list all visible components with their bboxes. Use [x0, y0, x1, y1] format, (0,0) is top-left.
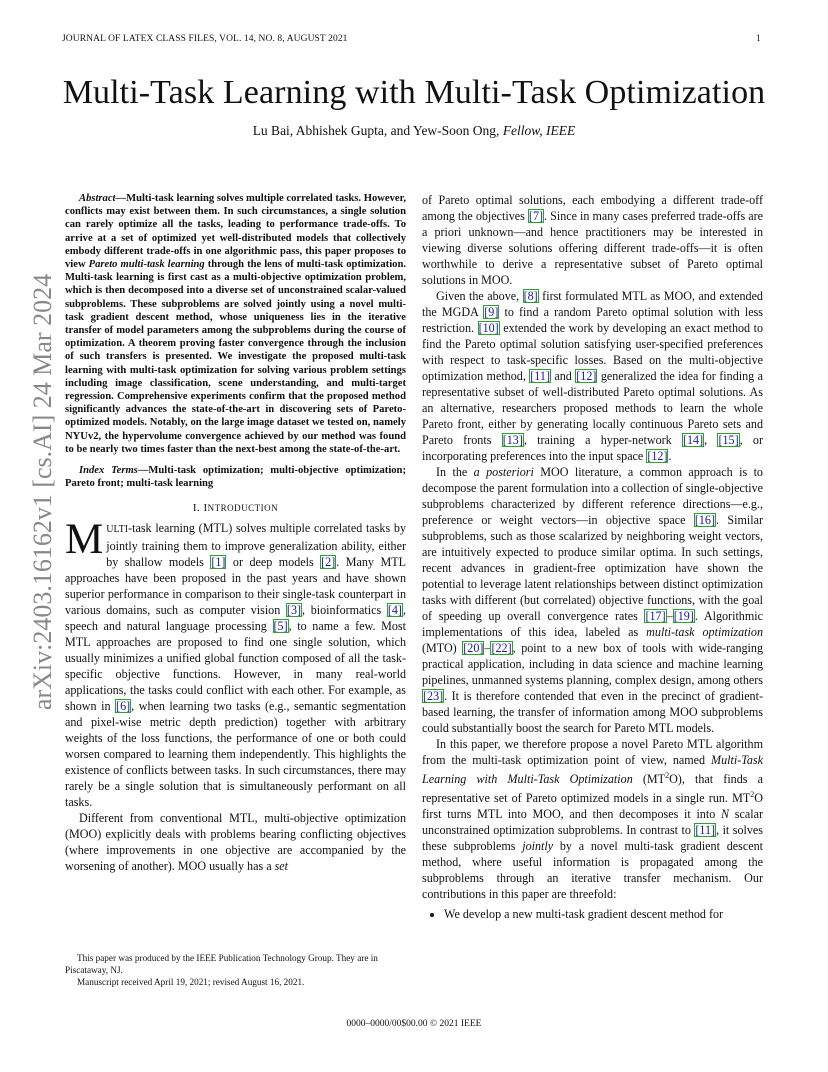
citation-link[interactable]: [14] [682, 433, 704, 447]
intro-text: . Many MTL approaches have been proposed in the past years and have shown superior performance in comparison to their single-task counterpart in various domains, such as computer vision [65, 555, 406, 618]
intro-text: , speech and natural language processing [65, 603, 406, 634]
citation-link[interactable]: [3] [286, 603, 302, 618]
copyright-line: 0000–0000/00$00.00 © 2021 IEEE [346, 1019, 482, 1029]
footnote-line-2: Manuscript received April 19, 2021; revised August 16, 2021. [77, 977, 305, 987]
intro-italic: set [274, 859, 289, 874]
right-paragraph-2 [422, 288, 763, 464]
intro-text: Different from conventional MTL, multi-objective optimization (MOO) explicitly deals with problems bearing conflicting objectives (where improvements in one objective are accompanied by the worsening of another). MOO usually has a [65, 811, 406, 874]
citation-link[interactable]: [10] [478, 321, 499, 335]
body-italic: multi-task optimization [646, 625, 763, 639]
citation-link[interactable]: [6] [116, 699, 131, 714]
citation-link[interactable]: [19] [673, 609, 694, 623]
dropcap: M [65, 516, 104, 564]
body-text: , [704, 433, 718, 447]
arxiv-stamp-text: arXiv:2403.16162v1 [cs.AI] 24 Mar 2024 [28, 273, 57, 711]
authors: Lu Bai, Abhishek Gupta, and Yew-Soon Ong, [252, 123, 500, 138]
paper-title: Multi-Task Learning with Multi-Task Optimization [62, 74, 766, 111]
intro-text: , to name a few. Most MTL approaches are proposed to find one single solution, which usually minimizes a unified global function composed of all the task-specific objective functions. However, in many real-world applications, the tasks could conflict with each other. For example, as shown in [65, 619, 407, 714]
intro-paragraph-2 [65, 810, 406, 874]
list-item: • We develop a new multi-task gradient descent method for [444, 906, 763, 922]
body-text: scalar unconstrained optimization subproblems. In contrast to [422, 807, 763, 838]
intro-text: , when learning two tasks (e.g., semantic segmentation and pixel-wise metric depth prediction) together with arbitrary weights of the loss functions, the performance of one or both could worsen compared to learning them independently. This highlights the existence of conflicts between tasks. In such circumstances, there may rarely be a single solution that is simultaneously performant on all tasks. [65, 699, 406, 810]
right-paragraph-3 [422, 464, 763, 736]
abstract-text-2: through the lens of multi-task optimization. Multi-task learning is first cast as a multi-objective optimization problem, which is then decomposed into a diverse set of unconstrained scalar-valued subproblems. These subproblems are solved jointly using a novel multi-task gradient descent method, whose uniqueness lies in the iterative transfer of model parameters among the subproblems during the course of optimization. A theorem proving faster convergence through the inclusion of such transfers is presented. We investigate the proposed multi-task learning with multi-task optimization for solving various problem settings including image classification, scene understanding, and multi-target regression. Comprehensive experiments confirm that the proposed method significantly advances the state-of-the-art in discovering sets of Pareto-optimized models. Notably, on the large image dataset we tested on, namely NYUv2, the hypervolume convergence achieved by our method was found to be nearly two times faster than the next-best among the state-of-the-art. [65, 259, 406, 455]
citation-link[interactable]: [13] [502, 433, 523, 447]
right-paragraph-1 [422, 192, 763, 288]
citation-link[interactable]: [15] [718, 433, 739, 447]
body-text: MOO literature, a common approach is to decompose the parent formulation into a collection of single-objective subproblems characterized by different reference directions—e.g., preference or weight vectors—in objective space [422, 465, 763, 527]
abstract-italic: Pareto multi-task learning [88, 259, 205, 271]
section-heading [65, 502, 406, 514]
citation-link[interactable]: [20] [463, 641, 484, 655]
contributions-list [422, 906, 763, 922]
citation-link[interactable]: [22] [491, 641, 512, 655]
body-text: – [666, 609, 673, 623]
journal-header: JOURNAL OF LATEX CLASS FILES, VOL. 14, NO. 8, AUGUST 2021 [62, 34, 348, 44]
body-text: , it solves these subproblems [422, 823, 763, 854]
right-column [422, 192, 763, 922]
body-text: – [484, 641, 491, 655]
intro-text: -task learning (MTL) solves multiple correlated tasks by jointly training them to improve generalization ability, either by shallow models [106, 521, 406, 570]
body-text: O), that finds a representative set of Pareto optimized models in a single run. MT [422, 772, 763, 806]
body-text: , point to a new box of tools with wide-ranging practical application, including in data science and machine learning pipelines, unmanned systems planning, complex design, among others [422, 641, 764, 687]
citation-link[interactable]: [7] [528, 209, 544, 223]
body-text: . [668, 449, 672, 463]
page-number: 1 [756, 34, 761, 44]
body-text: . Algorithmic implementations of this idea, labeled as [422, 609, 763, 639]
intro-paragraph-1 [65, 516, 407, 810]
intro-text: , bioinformatics [302, 603, 387, 618]
body-text: first formulated MTL as MOO, and extended the MGDA [422, 289, 763, 319]
citation-link[interactable]: [12] [647, 449, 668, 463]
body-text: , or incorporating preferences into the input space [422, 433, 763, 463]
body-italic: a posteriori [473, 465, 534, 479]
body-text: Given the above, [436, 289, 523, 303]
body-text: to find a random Pareto optimal solution with less restriction. [422, 305, 764, 335]
body-italic: Multi-Task Learning with Multi-Task Optimization [422, 753, 763, 787]
section-title-rest: NTRODUCTION [207, 503, 279, 514]
body-text: (MT [632, 772, 666, 787]
author-line [0, 123, 828, 139]
body-text: , training a hyper-network [523, 433, 682, 447]
section-number: I. [192, 502, 201, 515]
citation-link[interactable]: [8] [523, 289, 538, 303]
superscript: 2 [750, 790, 755, 800]
body-text: In the [436, 465, 474, 479]
index-terms-text: —Multi-task optimization; multi-objective optimization; Pareto front; multi-task learning [65, 465, 406, 490]
left-column [65, 192, 406, 874]
body-text: and [550, 369, 576, 383]
index-terms-lead: Index Terms [79, 465, 138, 477]
right-paragraph-4 [422, 736, 763, 902]
body-text: extended the work by developing an exact method to find the Pareto optimal solution satisfying user-specified preferences with respect to task-specific losses. Based on the multi-objective optimization method, [422, 321, 763, 383]
body-text: of Pareto optimal solutions, each embodying a different trade-off among the objectives [422, 193, 763, 223]
intro-text: or deep models [226, 555, 321, 570]
math-symbol: N [720, 807, 730, 822]
section-title-first: I [203, 502, 208, 515]
intro-caps: ULTI [106, 524, 129, 536]
citation-link[interactable]: [17] [645, 609, 666, 623]
citation-link[interactable]: [23] [423, 689, 444, 703]
body-text: . It is therefore contended that even in the precinct of gradient-based learning, the transfer of information among MOO subproblems could substantially boost the search for Pareto MTL models. [422, 689, 763, 735]
index-terms [65, 464, 406, 490]
body-text: O first turns MTL into MOO, and then decomposes it into [422, 791, 763, 822]
citation-link[interactable]: [9] [484, 305, 499, 319]
body-text: . Similar subproblems, such as those scalarized by neighboring weight vectors, are intuitively expected to produce similar optima. In such settings, recent advances in gradient-free optimization have shown the potential to leverage latent relationships between distinct optimization tasks with different (but correlated) objective functions, with the goal of speeding up overall convergence rates [422, 513, 764, 623]
citation-link[interactable]: [16] [694, 513, 715, 527]
abstract [65, 192, 406, 456]
citation-link[interactable]: [2] [321, 555, 336, 570]
footnote [65, 952, 406, 988]
superscript: 2 [665, 771, 670, 780]
body-text: . Since in many cases preferred trade-offs are a priori unknown—and hence practitioners may be interested in viewing diverse solutions offering different trade-offs—it is often worthwhile to derive a representative subset of Pareto optimal solutions in MOO. [422, 209, 764, 287]
body-text: (MTO) [422, 641, 463, 655]
citation-link[interactable]: [11] [530, 369, 550, 383]
abstract-text-1: —Multi-task learning solves multiple correlated tasks. However, conflicts may exist between them. In such circumstances, a single solution can rarely optimize all the tasks, leading to performance trade-offs. To arrive at a set of optimized yet well-distributed models that collectively embody different trade-offs in one algorithmic pass, this paper proposes to view [65, 193, 406, 271]
footnote-line-1: This paper was produced by the IEEE Publication Technology Group. They are in Piscataway, NJ. [65, 953, 378, 975]
citation-link[interactable]: [5] [273, 619, 288, 634]
body-italic: jointly [522, 839, 554, 854]
citation-link[interactable]: [1] [211, 555, 226, 570]
body-text: In this paper, we therefore propose a novel Pareto MTL algorithm from the multi-task optimization point of view, named [422, 737, 763, 767]
abstract-lead: Abstract [79, 193, 116, 204]
arxiv-stamp [18, 273, 68, 711]
citation-link[interactable]: [4] [387, 603, 402, 618]
author-fellow: Fellow, IEEE [502, 123, 576, 138]
body-text: generalized the idea for finding a representative subset of well-distributed Pareto optimal solutions. As an alternative, researchers proposed methods to learn the whole Pareto front, either by generating locally continuous Pareto sets and Pareto fronts [422, 369, 763, 447]
citation-link[interactable]: [12] [576, 369, 597, 383]
body-text: by a novel multi-task gradient descent method, where useful information is propagated among the subproblems through an iterative transfer mechanism. Our contributions in this paper are threefold: [422, 839, 763, 902]
citation-link[interactable]: [11] [695, 823, 716, 838]
